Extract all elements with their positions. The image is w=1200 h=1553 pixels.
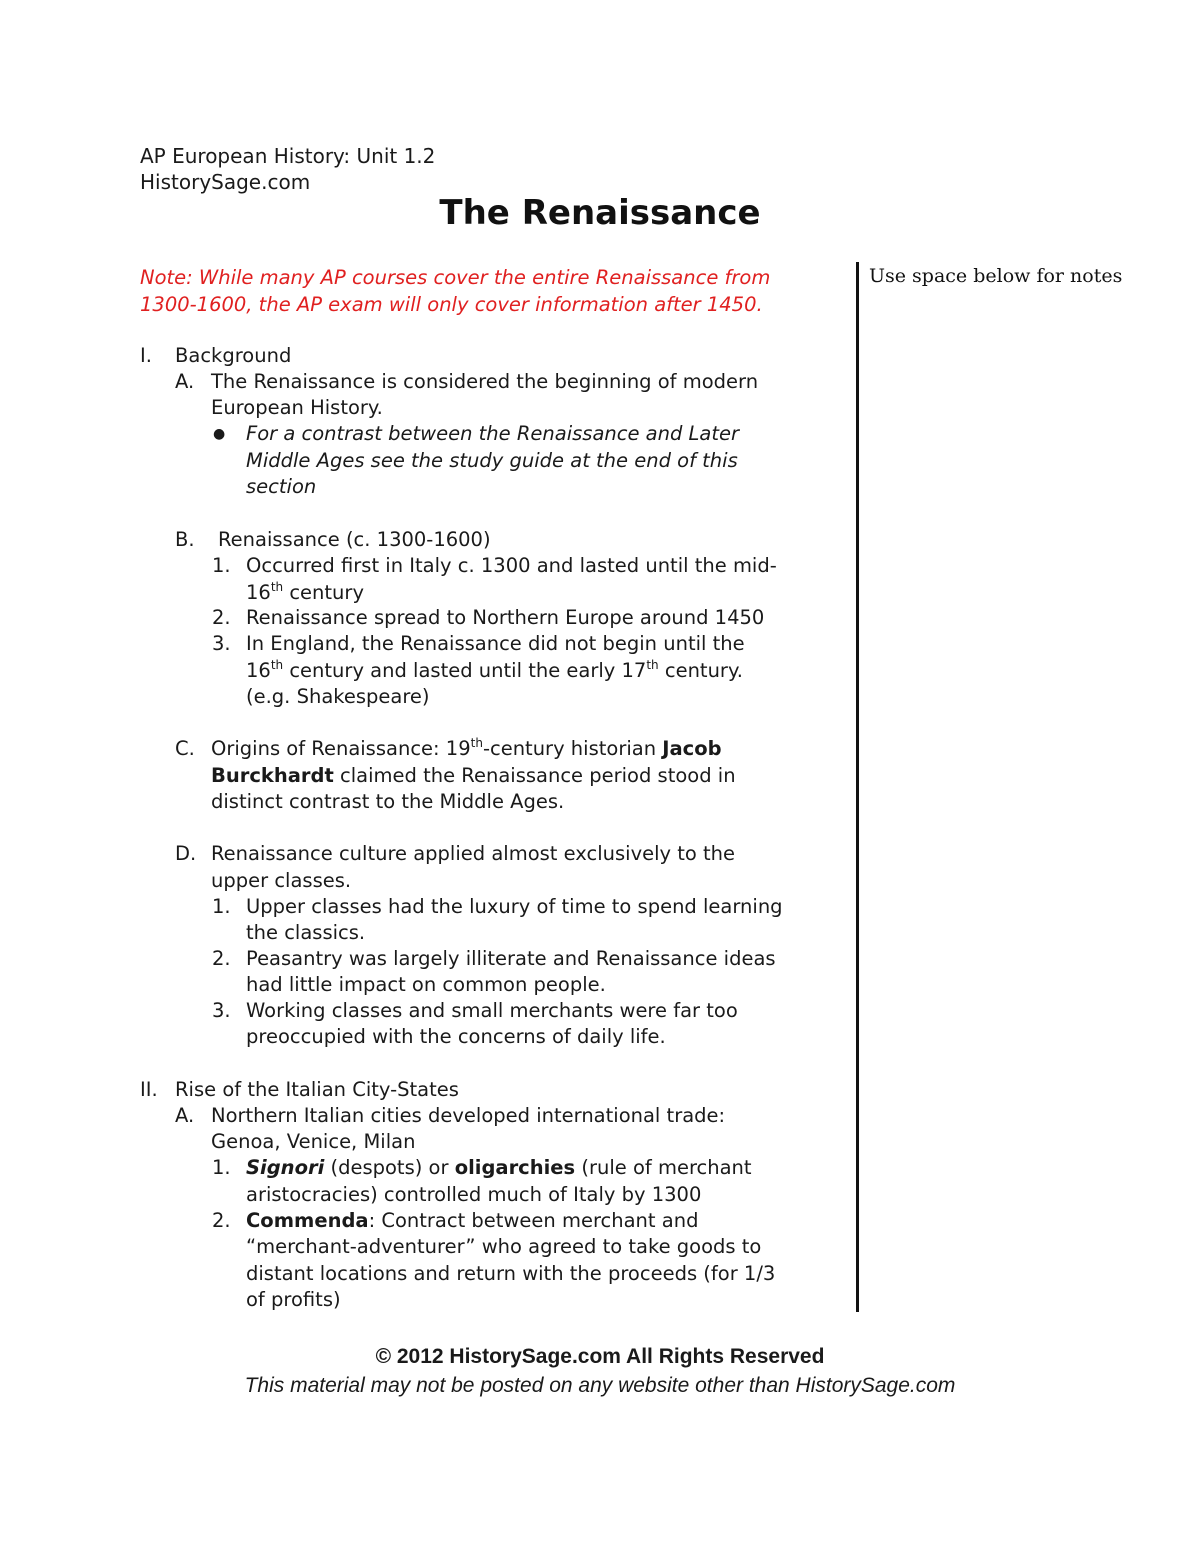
- item-1a-cont: European History.: [211, 396, 383, 419]
- exam-note: Note: While many AP courses cover the entire Renaissance from 1300-1600, the AP exam will only cover information after 1450.: [140, 266, 771, 316]
- item-1b3-cont: 16th century and lasted until the early 17th century.: [246, 658, 743, 682]
- page-title: The Renaissance: [439, 193, 761, 233]
- item-1c-cont: Burckhardt claimed the Renaissance period stood in: [211, 764, 736, 787]
- notes-column-label: Use space below for notes: [869, 265, 1123, 287]
- usage-notice: This material may not be posted on any website other than HistorySage.com: [244, 1374, 956, 1397]
- item-1b1-cont: 16th century: [246, 580, 364, 604]
- item-2a2-cont3: of profits): [246, 1288, 341, 1311]
- item-1c-cont2: distinct contrast to the Middle Ages.: [211, 790, 565, 813]
- item-1d1-cont: the classics.: [246, 921, 366, 944]
- item-2a2-cont2: distant locations and return with the proceeds (for 1/3: [246, 1262, 776, 1285]
- course-title: AP European History: Unit 1.2: [140, 144, 436, 168]
- item-1b3-cont2: (e.g. Shakespeare): [246, 685, 430, 708]
- item-1d-cont: upper classes.: [211, 869, 352, 892]
- item-1d3-cont: preoccupied with the concerns of daily life.: [246, 1025, 666, 1048]
- item-2a-cont: Genoa, Venice, Milan: [211, 1130, 416, 1153]
- item-1d2-cont: had little impact on common people.: [246, 973, 606, 996]
- item-2a2-cont: “merchant-adventurer” who agreed to take goods to: [246, 1235, 762, 1258]
- item-2a1-cont: aristocracies) controlled much of Italy by 1300: [246, 1183, 702, 1206]
- copyright-line: © 2012 HistorySage.com All Rights Reserved: [375, 1345, 825, 1368]
- bullet-icon: ●: [213, 426, 226, 442]
- site-name: HistorySage.com: [140, 170, 311, 194]
- notes-divider: [856, 262, 859, 1312]
